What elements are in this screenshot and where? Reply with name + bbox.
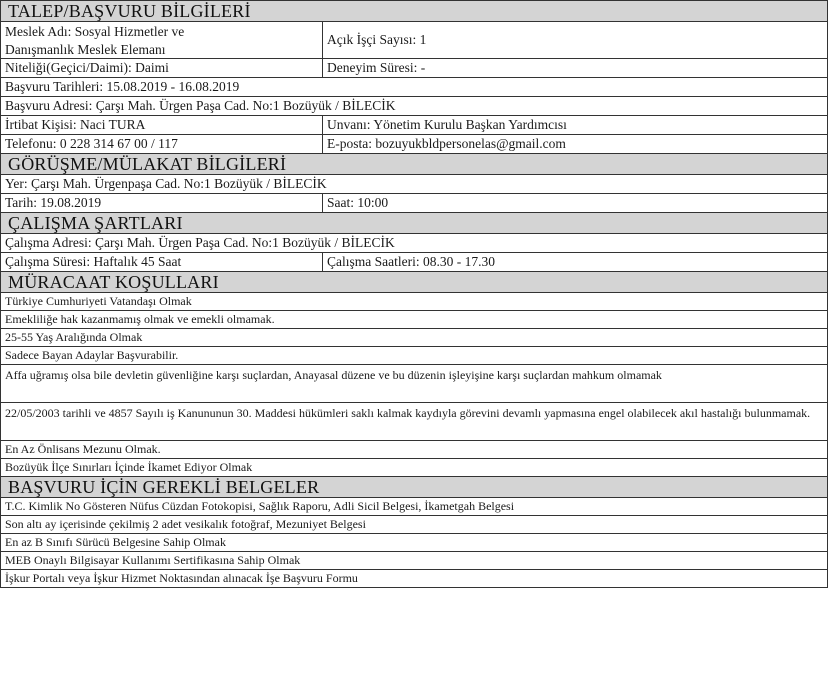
belge-item: [1, 498, 827, 516]
belge-item-text: T.C. Kimlik No Gösteren Nüfus Cüzdan Fotokopisi, Sağlık Raporu, Adli Sicil Belgesi, İkametgah Belgesi: [5, 499, 515, 513]
muracaat-item: [1, 441, 827, 459]
meslek-adi-line2: Danışmanlık Meslek Elemanı: [5, 42, 166, 57]
muracaat-item-text: Affa uğramış olsa bile devletin güvenliğine karşı suçlardan, Anayasal düzene ve bu düzenin işleyişine karşı suçlardan mahkum olmamak: [5, 368, 662, 382]
section-header-gorusme: GÖRÜŞME/MÜLAKAT BİLGİLERİ: [1, 153, 827, 175]
row-yer: [1, 175, 827, 194]
muracaat-item-text: Sadece Bayan Adaylar Başvurabilir.: [5, 348, 179, 362]
muracaat-item: [1, 365, 827, 403]
muracaat-item-text: Emekliliğe hak kazanmamış olmak ve emekli olmamak.: [5, 312, 275, 326]
calisma-suresi: Çalışma Süresi: Haftalık 45 Saat: [5, 254, 182, 269]
row-calisma-sure: [1, 253, 827, 271]
belge-item-text: Son altı ay içerisinde çekilmiş 2 adet vesikalık fotoğraf, Mezuniyet Belgesi: [5, 517, 366, 531]
section-header-muracaat: MÜRACAAT KOŞULLARI: [1, 271, 827, 293]
muracaat-item: [1, 403, 827, 441]
row-nitelik: [1, 59, 827, 78]
belge-item: [1, 516, 827, 534]
calisma-adresi: Çalışma Adresi: Çarşı Mah. Ürgen Paşa Cad. No:1 Bozüyük / BİLECİK: [5, 235, 395, 250]
gorusme-saati: Saat: 10:00: [322, 194, 827, 212]
calisma-saatleri: Çalışma Saatleri: 08.30 - 17.30: [322, 253, 827, 271]
unvan: Unvanı: Yönetim Kurulu Başkan Yardımcısı: [322, 116, 827, 134]
irtibat-kisisi: İrtibat Kişisi: Naci TURA: [5, 117, 146, 132]
telefon: Telefonu: 0 228 314 67 00 / 117: [5, 136, 178, 151]
basvuru-adresi: Başvuru Adresi: Çarşı Mah. Ürgen Paşa Cad. No:1 Bozüyük / BİLECİK: [5, 98, 396, 113]
row-adres: [1, 97, 827, 116]
muracaat-item-text: 25-55 Yaş Aralığında Olmak: [5, 330, 143, 344]
belge-item-text: En az B Sınıfı Sürücü Belgesine Sahip Olmak: [5, 535, 226, 549]
gorusme-tarihi: Tarih: 19.08.2019: [5, 195, 102, 210]
row-tarih-saat: [1, 194, 827, 212]
muracaat-item: [1, 329, 827, 347]
muracaat-item: [1, 293, 827, 311]
acik-isci-cell: [322, 22, 827, 58]
row-tarihler: [1, 78, 827, 97]
nitelik: Niteliği(Geçici/Daimi): Daimi: [5, 60, 169, 75]
meslek-adi-cell: [1, 22, 322, 58]
row-irtibat: [1, 116, 827, 135]
basvuru-tarihleri: Başvuru Tarihleri: 15.08.2019 - 16.08.2019: [5, 79, 240, 94]
meslek-adi-line1: Meslek Adı: Sosyal Hizmetler ve: [5, 24, 185, 39]
belge-item-text: İşkur Portalı veya İşkur Hizmet Noktasından alınacak İşe Başvuru Formu: [5, 571, 358, 585]
muracaat-item-text: En Az Önlisans Mezunu Olmak.: [5, 442, 161, 456]
muracaat-item-text: Bozüyük İlçe Sınırları İçinde İkamet Ediyor Olmak: [5, 460, 253, 474]
belge-item: [1, 570, 827, 588]
belge-item: [1, 534, 827, 552]
eposta: E-posta: bozuyukbldpersonelas@gmail.com: [322, 135, 827, 153]
muracaat-item: [1, 311, 827, 329]
muracaat-item-text: 22/05/2003 tarihli ve 4857 Sayılı iş Kanununun 30. Maddesi hükümleri saklı kalmak kaydıyla görevini devamlı yapmasına engel olabilecek akıl hastalığı bulunmamak.: [5, 406, 811, 420]
row-telefon: [1, 135, 827, 153]
muracaat-item-text: Türkiye Cumhuriyeti Vatandaşı Olmak: [5, 294, 192, 308]
deneyim-suresi: Deneyim Süresi: -: [322, 59, 827, 77]
gorusme-yeri: Yer: Çarşı Mah. Ürgenpaşa Cad. No:1 Bozüyük / BİLECİK: [5, 176, 327, 191]
muracaat-item: [1, 347, 827, 365]
row-calisma-adresi: [1, 234, 827, 253]
section-header-calisma: ÇALIŞMA ŞARTLARI: [1, 212, 827, 234]
belge-item: [1, 552, 827, 570]
section-header-belgeler: BAŞVURU İÇİN GEREKLİ BELGELER: [1, 476, 827, 498]
acik-isci-sayisi: Açık İşçi Sayısı: 1: [327, 32, 427, 47]
muracaat-item: [1, 459, 827, 476]
section-header-talep: TALEP/BAŞVURU BİLGİLERİ: [1, 0, 827, 22]
row-meslek: [1, 22, 827, 59]
belge-item-text: MEB Onaylı Bilgisayar Kullanımı Sertifikasına Sahip Olmak: [5, 553, 301, 567]
